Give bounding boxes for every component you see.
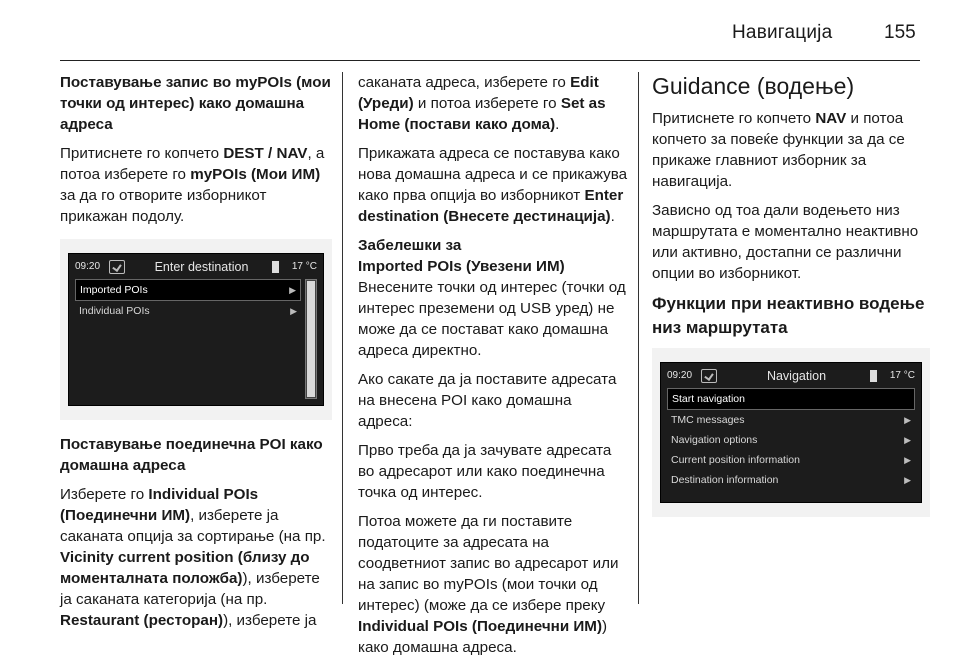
text-span: за да го отворите изборникот прикажан подолу. xyxy=(60,187,267,225)
chevron-right-icon: ▶ xyxy=(904,455,911,465)
note-heading-line: Забелешки за xyxy=(358,237,462,254)
menu-item-navigation-options[interactable] xyxy=(667,430,915,450)
paragraph-if-you-want: Ако сакате да ја поставите адресата на внесена POI како домашна адреса: xyxy=(358,371,617,430)
menu-item-label: Imported POIs xyxy=(80,284,148,296)
screen-body xyxy=(75,279,317,399)
text-span: . xyxy=(610,208,615,225)
section-heading-mypois-home: Поставување запис во myPOIs (мои точки од интерес) како домашна адреса xyxy=(60,74,331,133)
menu-item-tmc-messages[interactable] xyxy=(667,410,915,430)
bold-term: Vicinity current position (близу до моменталната положба) xyxy=(60,549,310,587)
menu-item-label: Start navigation xyxy=(672,393,745,405)
bold-term: myPOIs (Мои ИМ) xyxy=(190,166,321,183)
paragraph-then-set xyxy=(358,511,628,658)
infotainment-screen xyxy=(660,362,922,503)
infotainment-screen xyxy=(68,253,324,406)
text-span: саканата адреса, изберете го xyxy=(358,74,571,91)
menu-list xyxy=(667,388,915,496)
note-heading xyxy=(358,235,628,277)
text-span: , изберете ја саканата опција за сортирање (на пр. xyxy=(60,507,326,545)
chevron-right-icon: ▶ xyxy=(904,475,911,485)
bold-term: Edit (Уреди) xyxy=(358,74,599,112)
bold-term: Individual POIs (Поединечни ИМ) xyxy=(60,486,259,524)
column-2 xyxy=(358,72,628,666)
note-heading-line: Imported POIs (Увезени ИМ) xyxy=(358,258,565,275)
header-rule xyxy=(60,60,920,61)
text-span: и потоа изберете го xyxy=(413,95,561,112)
bold-term: Individual POIs (Поединечни ИМ) xyxy=(358,618,603,635)
text-span: Притиснете го копчето xyxy=(60,145,224,162)
paragraph-press-dest xyxy=(60,143,332,227)
bold-term: NAV xyxy=(815,110,847,127)
column-3 xyxy=(652,72,930,531)
text-span: ) како домашна адреса. xyxy=(358,618,608,656)
chevron-right-icon: ▶ xyxy=(904,435,911,445)
clock-time: 09:20 xyxy=(75,261,101,272)
temperature: 17 °C xyxy=(291,261,317,272)
column-1 xyxy=(60,72,332,639)
scrollbar[interactable] xyxy=(305,279,317,399)
menu-item-imported-pois[interactable] xyxy=(75,279,301,301)
text-span: ), изберете ја xyxy=(223,612,317,629)
screen-title: Navigation xyxy=(766,369,827,383)
paragraph-depending: Зависно од тоа дали водењето низ маршрутата е моментално неактивно или активно, достапни се различни опции во изборникот. xyxy=(652,202,919,282)
bold-term: Restaurant (ресторан) xyxy=(60,612,224,629)
menu-item-individual-pois[interactable] xyxy=(75,301,301,321)
scrollbar-thumb[interactable] xyxy=(307,281,315,397)
check-icon xyxy=(701,369,717,383)
menu-item-label: Current position information xyxy=(671,454,800,466)
check-icon xyxy=(109,260,125,274)
screen-body xyxy=(667,388,915,496)
menu-item-start-navigation[interactable] xyxy=(667,388,915,410)
column-divider xyxy=(638,72,639,604)
bold-term: Set as Home (постави како дома) xyxy=(358,95,606,133)
bold-term: DEST / NAV xyxy=(223,145,308,162)
section-heading-guidance: Guidance (водење) xyxy=(652,73,855,99)
chevron-right-icon: ▶ xyxy=(290,306,297,316)
text-span: Притиснете го копчето xyxy=(652,110,816,127)
screen-status-bar xyxy=(667,367,915,385)
paragraph-new-home xyxy=(358,143,628,227)
phone-icon xyxy=(870,370,877,382)
screen-status-bar xyxy=(75,258,317,276)
clock-time: 09:20 xyxy=(667,370,693,381)
temperature: 17 °C xyxy=(889,370,915,381)
menu-item-label: TMC messages xyxy=(671,414,745,426)
screen-title: Enter destination xyxy=(154,260,249,274)
text-span: . xyxy=(555,116,560,133)
subheading-inactive-guidance: Функции при неактивно водење низ маршрутата xyxy=(652,294,925,337)
screenshot-navigation-menu xyxy=(652,348,930,517)
text-span: ), изберете ја саканата категорија (на пр. xyxy=(60,570,320,608)
screenshot-enter-destination xyxy=(60,239,332,420)
phone-icon xyxy=(272,261,279,273)
menu-item-destination-info[interactable] xyxy=(667,470,915,490)
text-span: и потоа копчето за повеќе функции за да се прикаже главниот изборник за навигација. xyxy=(652,110,905,190)
chevron-right-icon: ▶ xyxy=(289,285,296,295)
bold-term: Enter destination (Внесете дестинација) xyxy=(358,187,624,225)
text-span: Прикажата адреса се поставува како нова домашна адреса и се прикажува како прва опција во изборникот xyxy=(358,145,628,204)
paragraph-imported-pois: Внесените точки од интерес (точки од интерес преземени од USB уред) не може да се постават како домашна адреса директно. xyxy=(358,279,626,359)
menu-item-label: Navigation options xyxy=(671,434,758,446)
paragraph-save-first: Прво треба да ја зачувате адресата во адресарот или како поединечна точка од интерес. xyxy=(358,442,612,501)
menu-item-label: Individual POIs xyxy=(79,305,150,317)
paragraph-press-nav xyxy=(652,108,930,192)
text-span: Потоа можете да ги поставите податоците за адресата на соодветниот запис во адресарот или на запис во myPOIs (мои точки од интерес) (може да се избере преку xyxy=(358,513,619,614)
paragraph-edit-set-home xyxy=(358,72,628,135)
menu-item-label: Destination information xyxy=(671,474,779,486)
column-divider xyxy=(342,72,343,604)
menu-list xyxy=(75,279,301,399)
menu-item-current-position[interactable] xyxy=(667,450,915,470)
paragraph-select-individual xyxy=(60,484,332,631)
section-heading-individual-poi-home: Поставување поединечна POI како домашна адреса xyxy=(60,436,323,474)
page-number: 155 xyxy=(884,22,916,43)
text-span: , а потоа изберете го xyxy=(60,145,325,183)
chevron-right-icon: ▶ xyxy=(904,415,911,425)
page-header-title: Навигација xyxy=(732,22,833,43)
text-span: Изберете го xyxy=(60,486,149,503)
